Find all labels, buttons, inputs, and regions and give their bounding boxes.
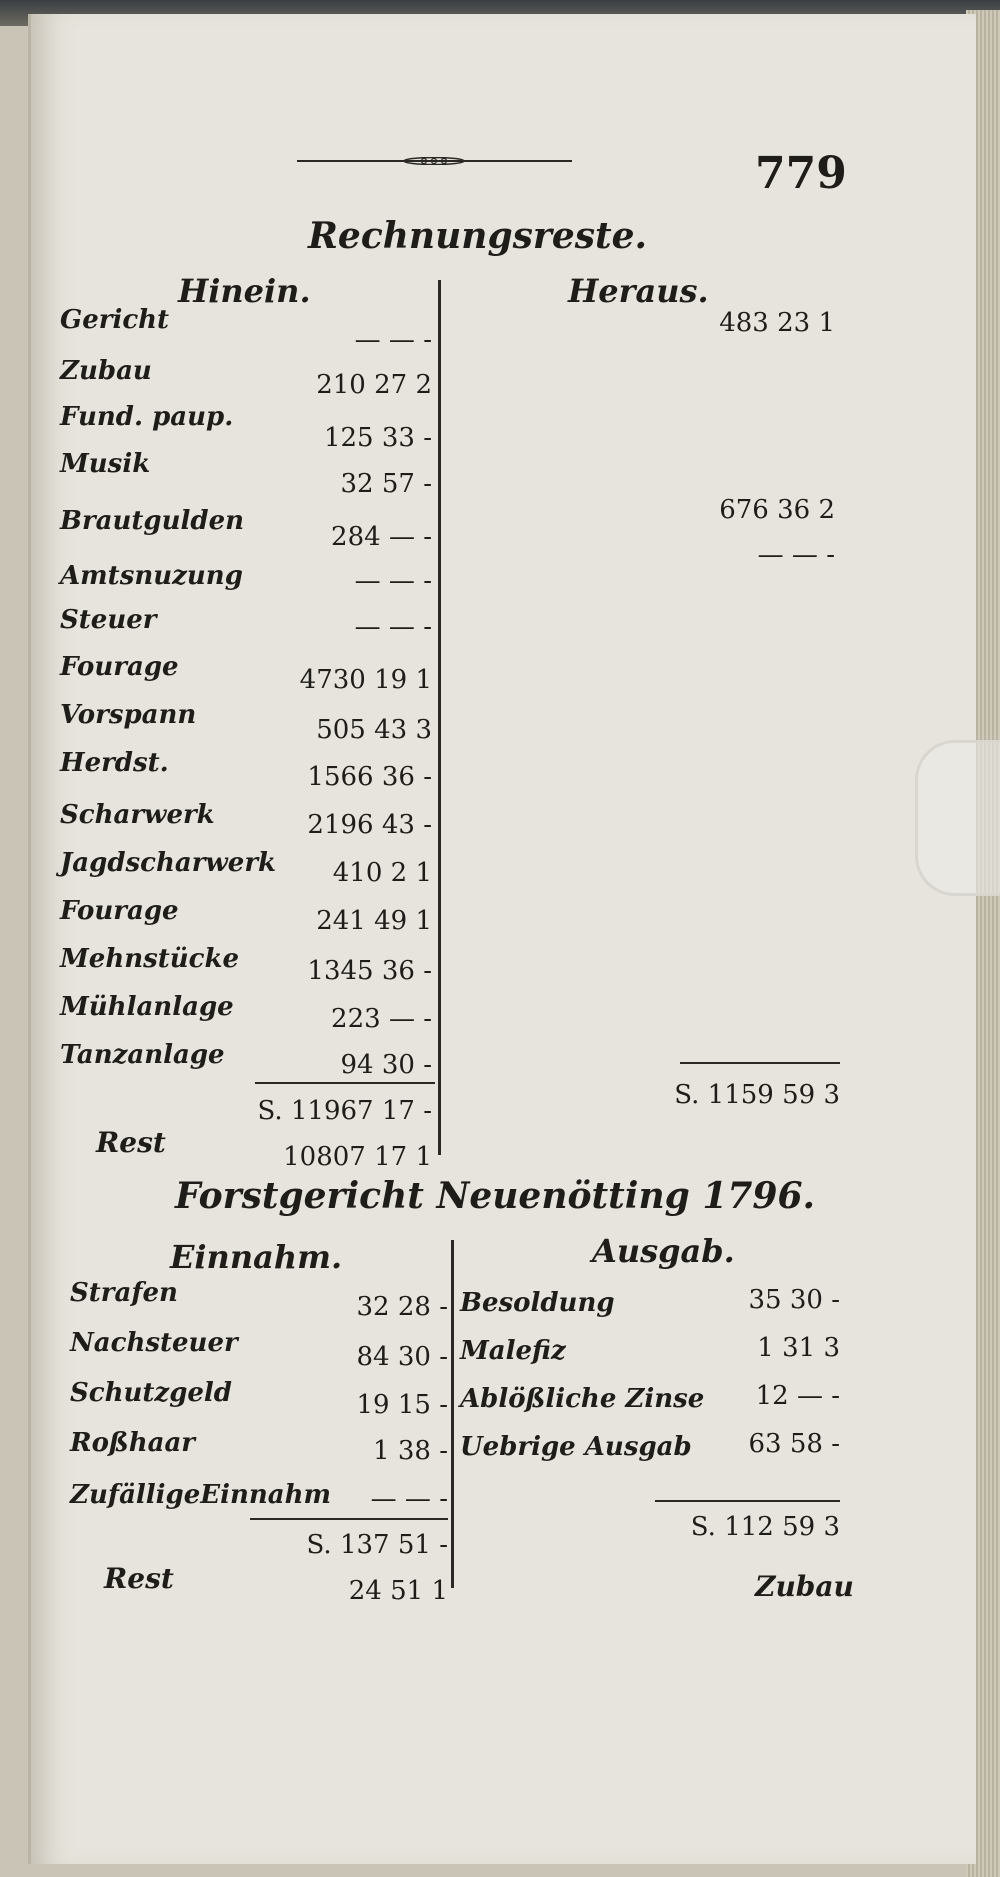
column-heading-heraus: Heraus. [568, 272, 709, 310]
ledger-row-label: Scharwerk [60, 800, 215, 830]
ledger-row-value: 1 38 - [373, 1436, 448, 1466]
ledger-row-value: 32 57 - [340, 469, 432, 499]
ledger-row-value: — — - [370, 1484, 448, 1514]
heraus-value-2: 676 36 2 [719, 495, 835, 525]
rest-label-bottom: Rest [104, 1562, 174, 1595]
rest-label-top: Rest [96, 1126, 166, 1159]
column-heading-ausgab: Ausgab. [592, 1232, 735, 1270]
sum-rule-bottom-right [655, 1500, 840, 1502]
ledger-row-label: Fund. paup. [60, 402, 234, 432]
ledger-row-label: Mehnstücke [60, 944, 240, 974]
rest-value-top: 10807 17 1 [283, 1142, 432, 1172]
ledger-row-value: 241 49 1 [316, 906, 432, 936]
ledger-row-value: 1345 36 - [307, 956, 432, 986]
ledger-row-label: Amtsnuzung [60, 561, 243, 591]
ledger-row-label: Fourage [60, 652, 179, 682]
ledger-row-value: 223 — - [331, 1004, 432, 1034]
ledger-row-value: 12 — - [755, 1381, 840, 1411]
ledger-row-label: Besoldung [460, 1288, 615, 1318]
ledger-row-value: 63 58 - [748, 1429, 840, 1459]
sum-top-left: S. 11967 17 - [257, 1096, 432, 1126]
rest-value-bottom: 24 51 1 [348, 1576, 448, 1606]
sum-bottom-right: S. 112 59 3 [690, 1512, 840, 1542]
ledger-row-value: 1566 36 - [307, 762, 432, 792]
ledger-row-label: Malefiz [460, 1336, 566, 1366]
ledger-row-value: — — - [354, 612, 432, 642]
ledger-row-label: Fourage [60, 896, 179, 926]
page-number: 779 [755, 148, 847, 199]
ledger-row-label: Nachsteuer [70, 1328, 238, 1358]
ledger-row-value: — — - [354, 566, 432, 596]
column-divider-top [438, 280, 441, 1155]
heraus-value-1: 483 23 1 [719, 308, 835, 338]
ledger-row-label: Musik [60, 449, 151, 479]
ledger-row-label: Roßhaar [70, 1428, 195, 1458]
ledger-row-label: Zubau [60, 356, 152, 386]
ledger-row-value: 32 28 - [356, 1292, 448, 1322]
ledger-row-label: Vorspann [60, 700, 197, 730]
ledger-row-value: 125 33 - [323, 423, 432, 453]
section-title-forstgericht: Forstgericht Neuenötting 1796. [175, 1175, 816, 1217]
column-heading-hinein: Hinein. [178, 272, 311, 310]
ledger-row-value: 84 30 - [356, 1342, 448, 1372]
section-title-rechnungsreste: Rechnungsreste. [308, 215, 648, 257]
ledger-row-label: Strafen [70, 1278, 178, 1308]
ledger-row-label: Brautgulden [60, 506, 245, 536]
ledger-row-value: 410 2 1 [332, 858, 432, 888]
heraus-value-3: — — - [757, 540, 835, 570]
ledger-row-value: 1 31 3 [757, 1333, 840, 1363]
ledger-row-label: ZufälligeEinnahm [70, 1480, 332, 1510]
ledger-row-label: Mühlanlage [60, 992, 234, 1022]
ledger-row-label: Steuer [60, 605, 157, 635]
ledger-row-value: 94 30 - [340, 1050, 432, 1080]
ledger-row-value: 35 30 - [748, 1285, 840, 1315]
catchword: Zubau [755, 1570, 854, 1603]
page-clip [915, 740, 1000, 896]
sum-bottom-left: S. 137 51 - [306, 1530, 448, 1560]
ledger-row-label: Gericht [60, 305, 170, 335]
ledger-row-label: Tanzanlage [60, 1040, 225, 1070]
column-heading-einnahm: Einnahm. [170, 1238, 343, 1276]
ledger-row-value: 2196 43 - [307, 810, 432, 840]
ledger-row-value: 210 27 2 [316, 370, 432, 400]
sum-rule-top-right [680, 1062, 840, 1064]
ledger-row-label: Schutzgeld [70, 1378, 232, 1408]
ledger-row-label: Ablößliche Zinse [460, 1384, 705, 1414]
sum-rule-bottom-left [250, 1518, 448, 1520]
sum-top-right: S. 1159 59 3 [674, 1080, 840, 1110]
header-ornament-rule [297, 157, 572, 165]
ledger-row-value: 284 — - [331, 522, 432, 552]
sum-rule-top-left [255, 1082, 435, 1084]
ledger-row-value: — — - [354, 325, 432, 355]
ledger-row-value: 4730 19 1 [299, 665, 432, 695]
ledger-row-label: Jagdscharwerk [60, 848, 277, 878]
column-divider-bottom [451, 1240, 454, 1588]
ledger-row-label: Uebrige Ausgab [460, 1432, 692, 1462]
ledger-row-value: 505 43 3 [316, 715, 432, 745]
ledger-row-label: Herdst. [60, 748, 169, 778]
ledger-row-value: 19 15 - [356, 1390, 448, 1420]
